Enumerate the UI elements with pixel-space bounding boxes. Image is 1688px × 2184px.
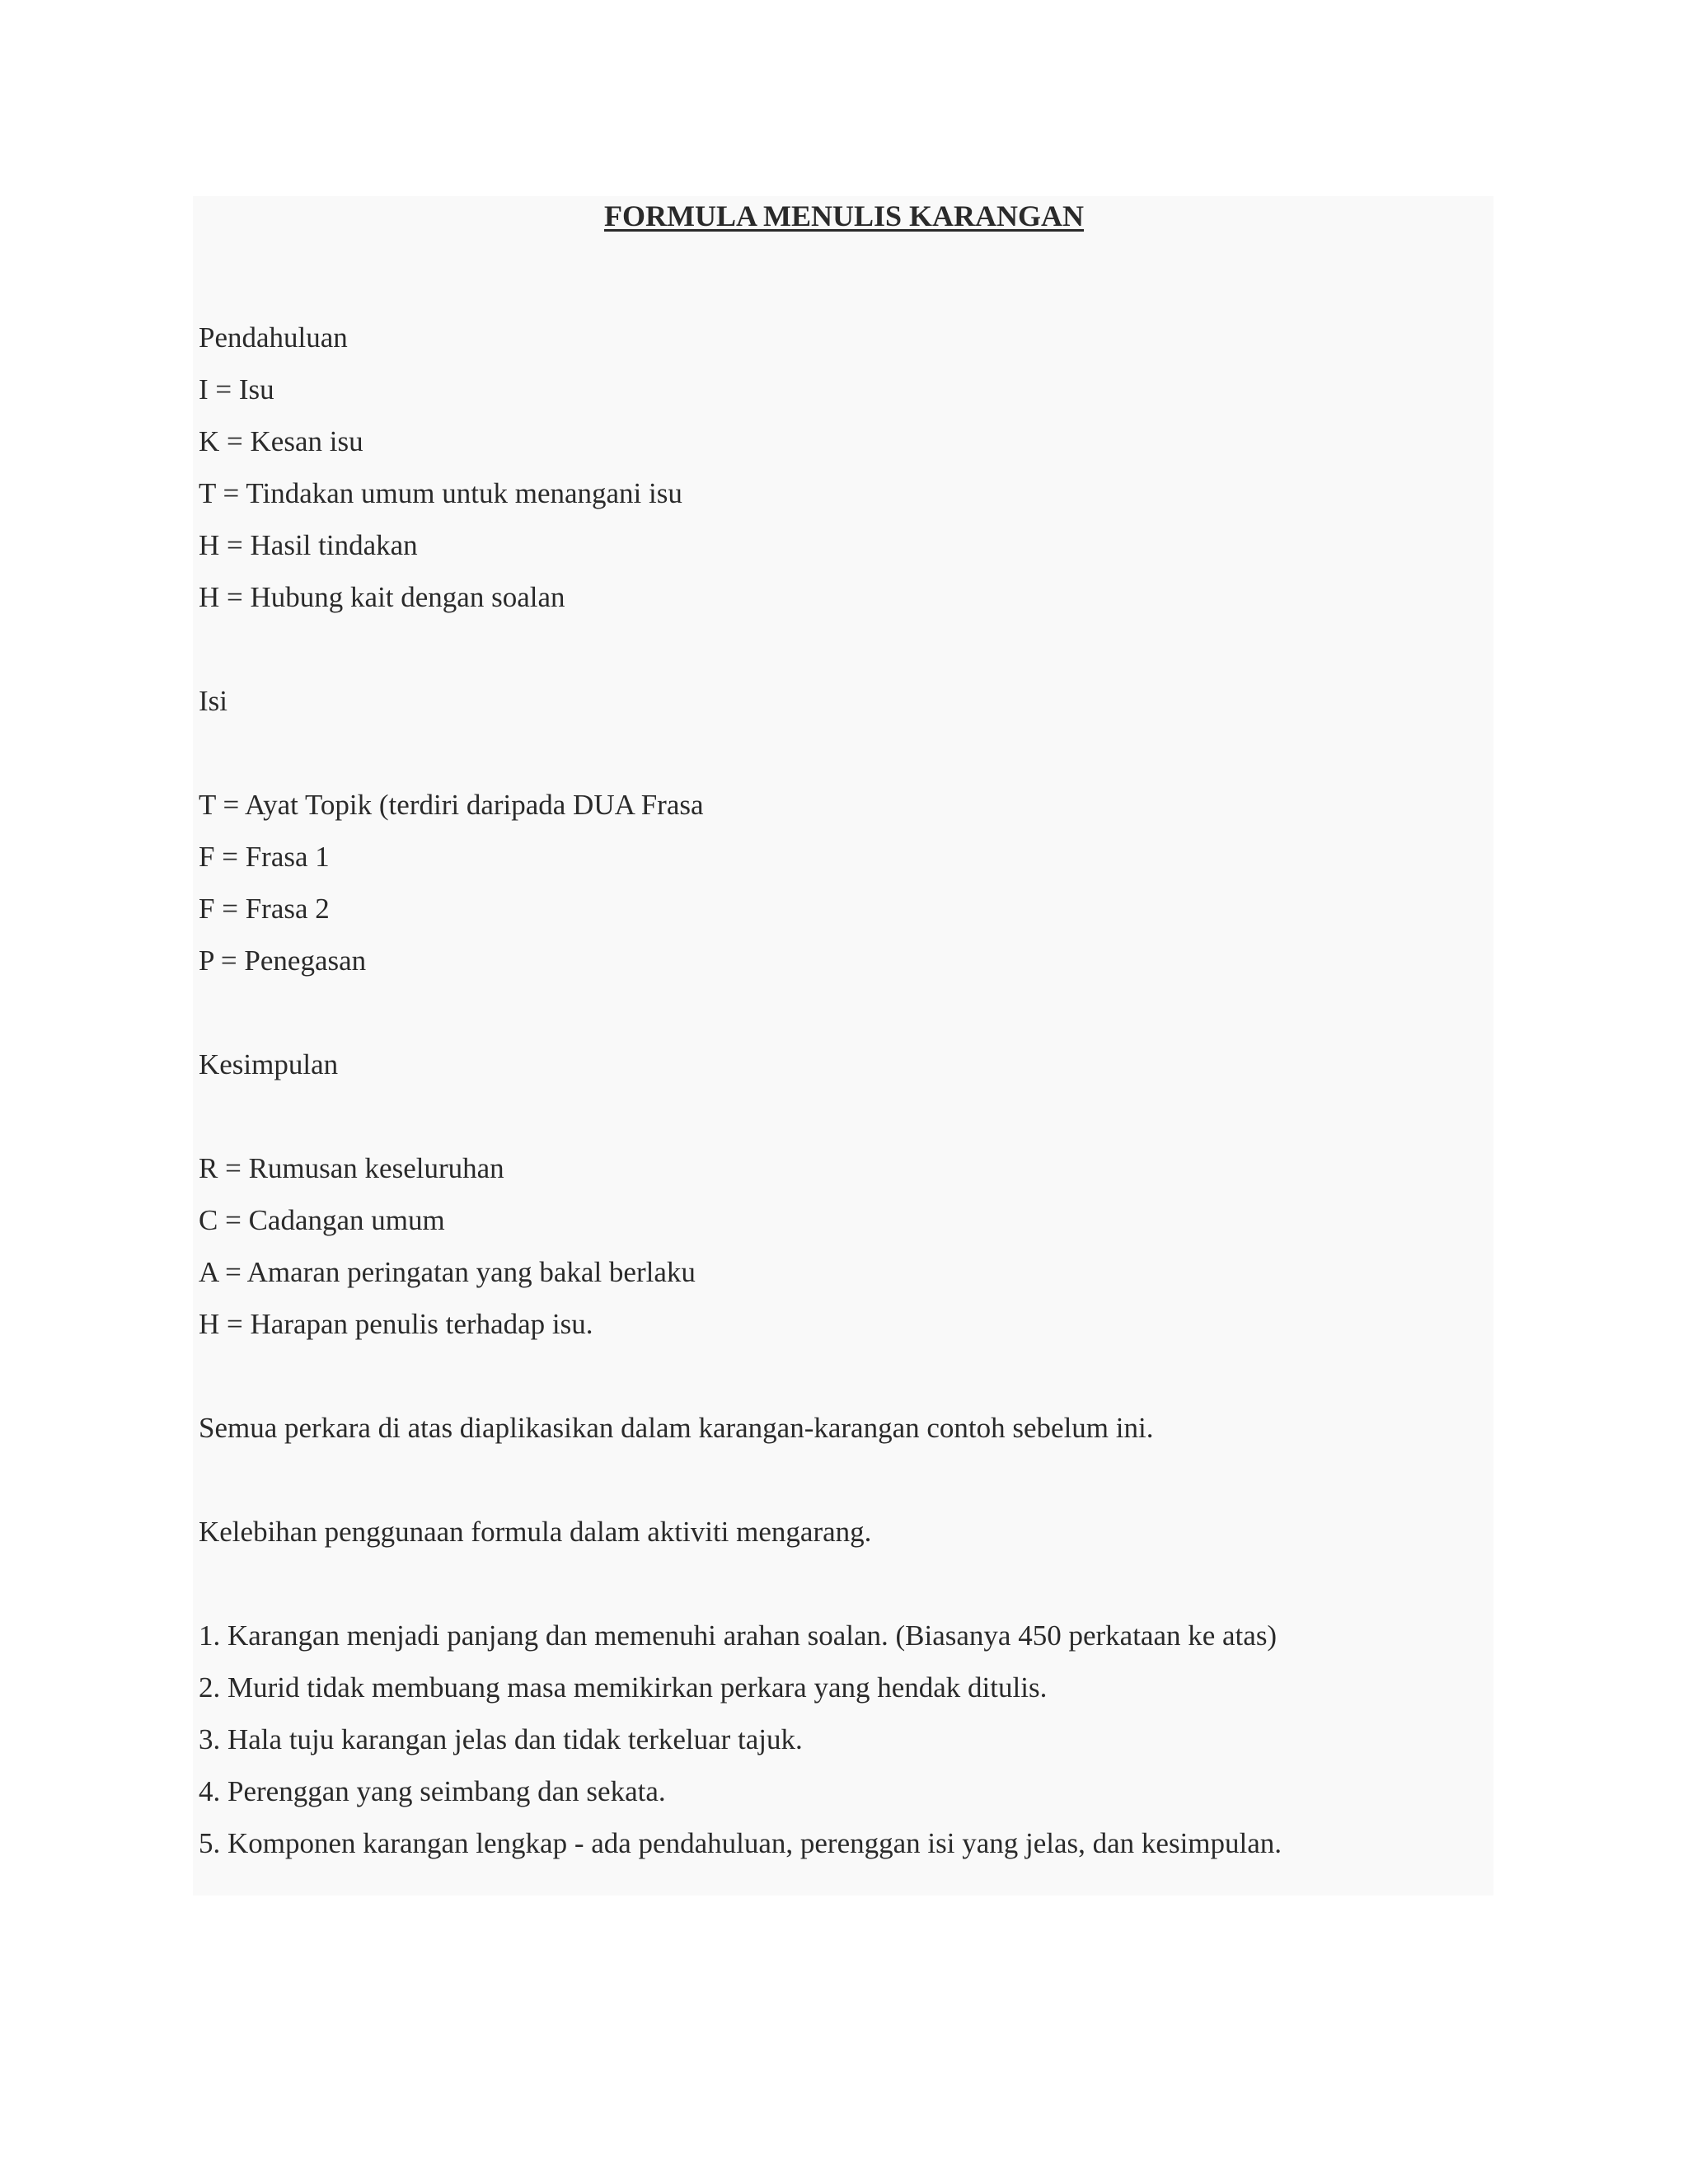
document-title: FORMULA MENULIS KARANGAN bbox=[603, 199, 1084, 232]
kelebihan-item: 2. Murid tidak membuang masa memikirkan perkara yang hendak ditulis. bbox=[199, 1671, 1048, 1704]
pendahuluan-item: H = Hubung kait dengan soalan bbox=[199, 581, 565, 613]
kesimpulan-item: A = Amaran peringatan yang bakal berlaku bbox=[199, 1256, 696, 1288]
section-heading-kesimpulan: Kesimpulan bbox=[199, 1048, 339, 1080]
section-heading-pendahuluan: Pendahuluan bbox=[199, 321, 348, 354]
pendahuluan-item: H = Hasil tindakan bbox=[199, 529, 418, 561]
kesimpulan-item: R = Rumusan keseluruhan bbox=[199, 1152, 504, 1184]
pendahuluan-item: K = Kesan isu bbox=[199, 425, 363, 457]
kesimpulan-item: C = Cadangan umum bbox=[199, 1204, 445, 1236]
kelebihan-item: 1. Karangan menjadi panjang dan memenuhi arahan soalan. (Biasanya 450 perkataan ke atas) bbox=[199, 1619, 1278, 1652]
isi-item: F = Frasa 2 bbox=[199, 893, 330, 925]
pendahuluan-item: T = Tindakan umum untuk menangani isu bbox=[199, 477, 682, 509]
kelebihan-item: 4. Perenggan yang seimbang dan sekata. bbox=[199, 1775, 666, 1807]
section-heading-isi: Isi bbox=[199, 685, 227, 717]
kelebihan-item: 3. Hala tuju karangan jelas dan tidak terkeluar tajuk. bbox=[199, 1723, 803, 1755]
isi-item: T = Ayat Topik (terdiri daripada DUA Frasa bbox=[199, 789, 704, 821]
pendahuluan-item: I = Isu bbox=[199, 373, 274, 405]
section-heading-kelebihan: Kelebihan penggunaan formula dalam aktiviti mengarang. bbox=[199, 1516, 872, 1548]
kesimpulan-item: H = Harapan penulis terhadap isu. bbox=[199, 1308, 593, 1340]
isi-item: P = Penegasan bbox=[199, 944, 367, 977]
note-paragraph: Semua perkara di atas diaplikasikan dalam karangan-karangan contoh sebelum ini. bbox=[199, 1412, 1154, 1444]
isi-item: F = Frasa 1 bbox=[199, 841, 330, 873]
kelebihan-item: 5. Komponen karangan lengkap - ada pendahuluan, perenggan isi yang jelas, dan kesimpulan. bbox=[199, 1827, 1282, 1859]
